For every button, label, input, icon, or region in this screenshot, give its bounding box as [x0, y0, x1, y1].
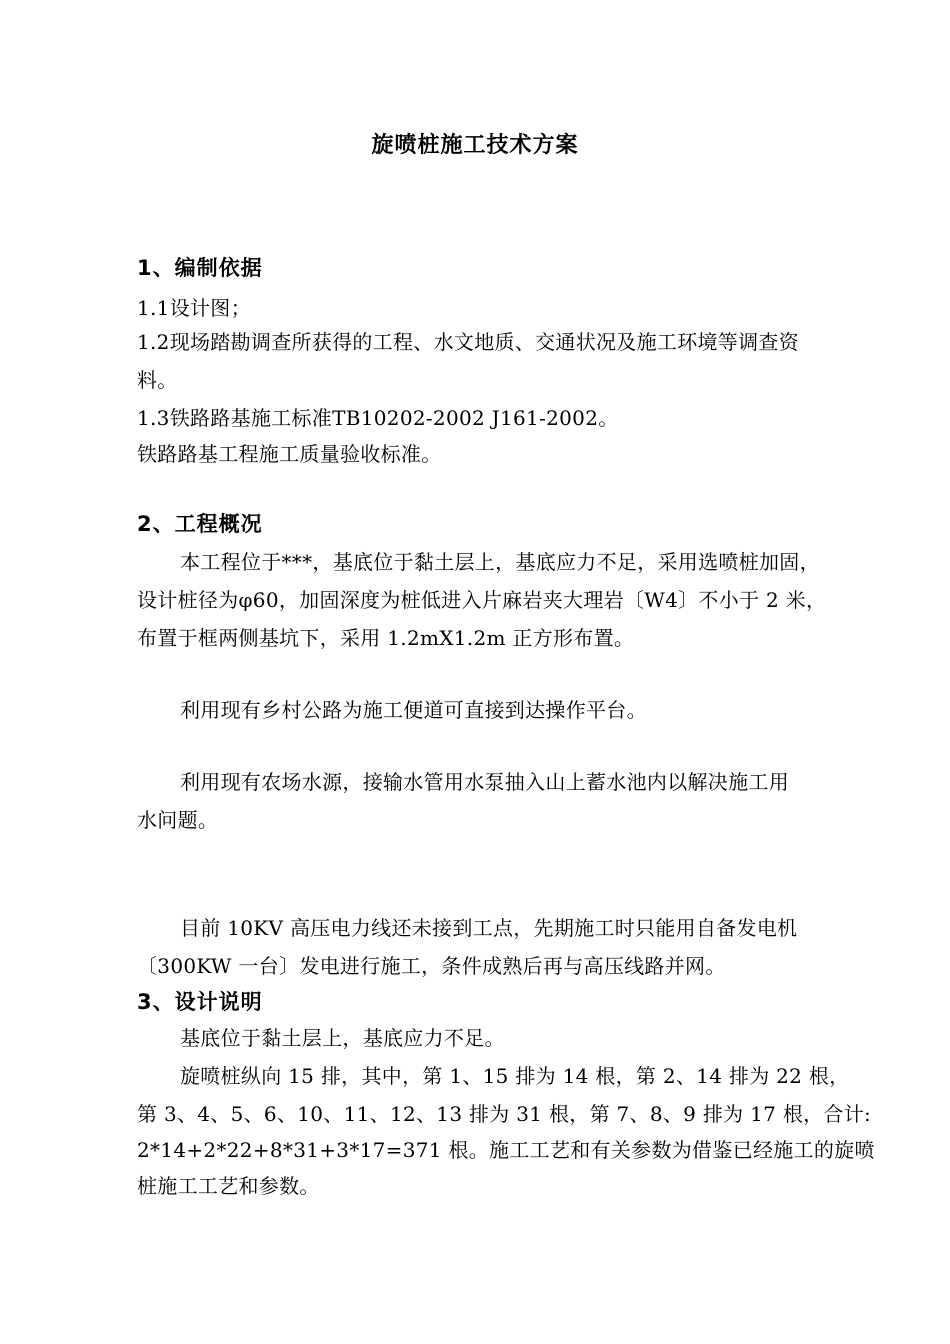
overview-p3-line-1: 利用现有农场水源，接输水管用水泵抽入山上蓄水池内以解决施工用	[180, 770, 789, 794]
section-heading-design: 3、设计说明	[137, 990, 263, 1014]
overview-p2: 利用现有乡村公路为施工便道可直接到达操作平台。	[180, 698, 647, 722]
document-title: 旋喷桩施工技术方案	[371, 133, 579, 158]
basis-item-4: 铁路路基工程施工质量验收标准。	[137, 442, 442, 466]
overview-p1-line-3: 布置于框两侧基坑下，采用 1.2mX1.2m 正方形布置。	[137, 626, 635, 650]
section-heading-overview: 2、工程概况	[137, 512, 263, 536]
basis-item-2-line-1: 1.2现场踏勘调查所获得的工程、水文地质、交通状况及施工环境等调查资	[137, 330, 800, 354]
overview-p1-line-2: 设计桩径为φ60，加固深度为桩低进入片麻岩夹大理岩〔W4〕不小于 2 米，	[137, 588, 827, 612]
basis-item-1: 1.1设计图；	[137, 296, 251, 320]
design-p2-line-4: 桩施工工艺和参数。	[137, 1174, 320, 1198]
overview-p4-line-2: 〔300KW 一台〕发电进行施工，条件成熟后再与高压线路并网。	[137, 954, 726, 978]
design-p2-line-2: 第 3、4、5、6、10、11、12、13 排为 31 根，第 7、8、9 排为 17 根，合计:	[137, 1102, 872, 1126]
design-p2-line-1: 旋喷桩纵向 15 排，其中，第 1、15 排为 14 根，第 2、14 排为 22 根，	[180, 1064, 850, 1088]
overview-p3-line-2: 水问题。	[137, 808, 219, 832]
basis-item-3: 1.3铁路路基施工标准TB10202-2002 J161-2002。	[137, 406, 619, 430]
design-p2-line-3: 2*14+2*22+8*31+3*17=371 根。施工工艺和有关参数为借鉴已经施工的旋喷	[137, 1138, 875, 1162]
overview-p4-line-1: 目前 10KV 高压电力线还未接到工点，先期施工时只能用自备发电机	[180, 916, 798, 940]
section-heading-basis: 1、编制依据	[137, 256, 263, 280]
basis-item-2-line-2: 料。	[137, 368, 178, 392]
design-p1: 基底位于黏土层上，基底应力不足。	[180, 1026, 505, 1050]
overview-p1-line-1: 本工程位于***，基底位于黏土层上，基底应力不足，采用选喷桩加固，	[180, 550, 820, 574]
